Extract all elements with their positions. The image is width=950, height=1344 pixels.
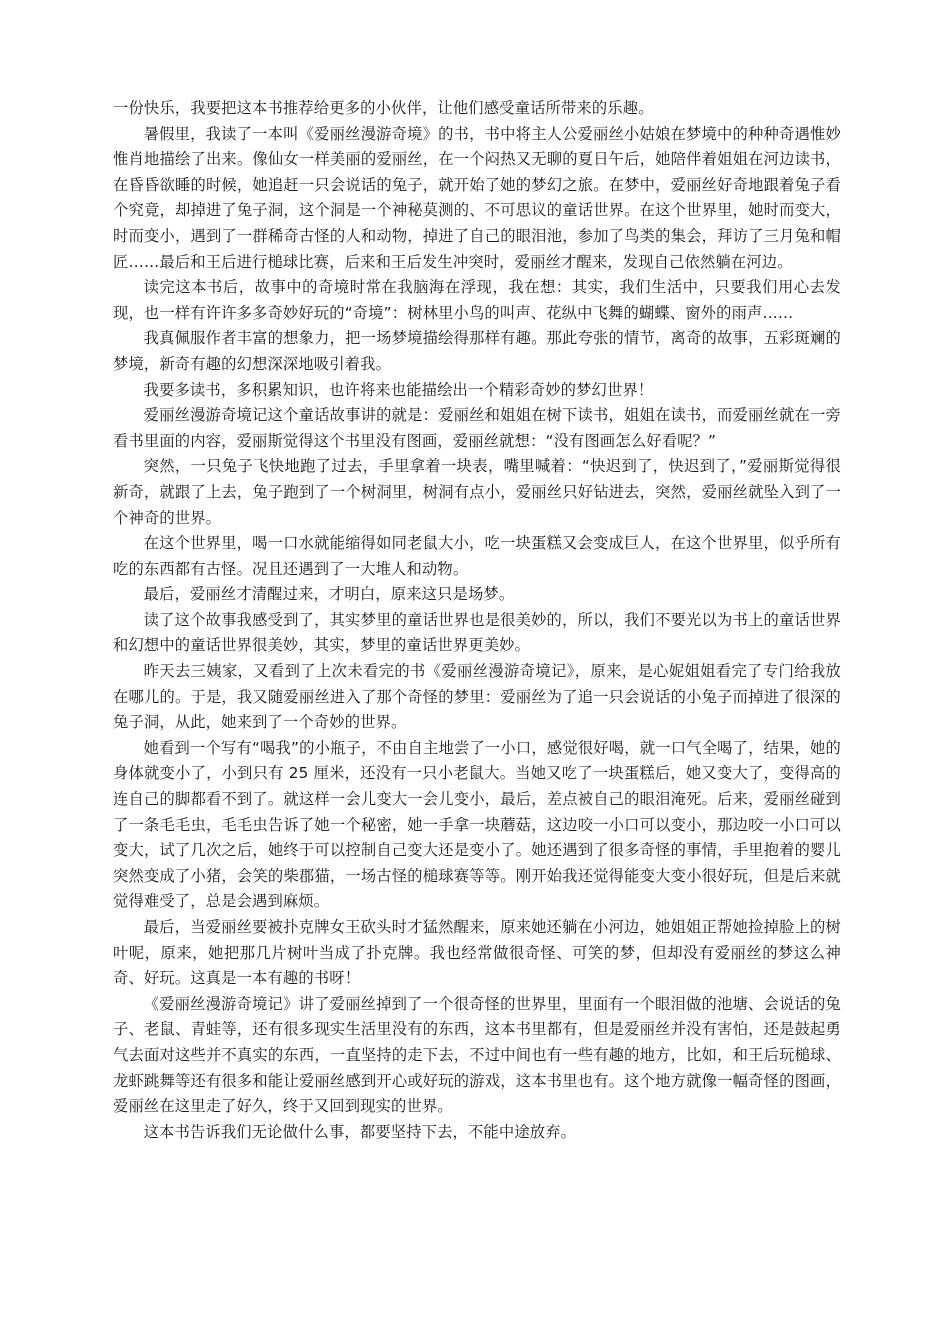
paragraph-1: 一份快乐，我要把这本书推荐给更多的小伙伴，让他们感受童话所带来的乐趣。 [113,99,654,117]
paragraph-12: 她看到一个写有“喝我”的小瓶子，不由自主地尝了一小口，感觉很好喝，就一口气全喝了，结果，她的身体就变小了，小到只有 25 厘米，还没有一只小老鼠大。当她又吃了一块蛋糕后，她又变大了，变得高的连自己的脚都看不到了。就这样一会儿变大一会儿变小，最后，差点被自己的眼泪淹死。后来，爱丽丝碰到了一条毛毛虫，毛毛虫告诉了她一个秘密，她一手拿一块蘑菇，这边咬一小口可以变小，那边咬一小口可以变大，试了几次之后，她终于可以控制自己变大还是变小了。她还遇到了很多奇怪的事情，手里抱着的婴儿突然变成了小猪，会笑的柴郡猫，一场古怪的槌球赛等等。刚开始我还觉得能变大变小很好玩，但是后来就觉得难受了，总是会遇到麻烦。 [113,738,841,911]
paragraph-11: 昨天去三姨家，又看到了上次未看完的书《爱丽丝漫游奇境记》，原来，是心妮姐姐看完了专门给我放在哪儿的。于是，我又随爱丽丝进入了那个奇怪的梦里：爱丽丝为了追一只会说话的小兔子而掉进了很深的兔子洞，从此，她来到了一个奇妙的世界。 [113,662,841,732]
paragraph-4: 我真佩服作者丰富的想象力，把一场梦境描绘得那样有趣。那此夸张的情节，离奇的故事，五彩斑斓的梦境，新奇有趣的幻想深深地吸引着我。 [113,329,841,373]
paragraph-9: 最后，爱丽丝才清醒过来，才明白，原来这只是场梦。 [143,585,515,604]
paragraph-6: 爱丽丝漫游奇境记这个童话故事讲的就是：爱丽丝和姐姐在树下读书，姐姐在读书，而爱丽丝就在一旁看书里面的内容，爱丽斯觉得这个书里没有图画，爱丽丝就想：“没有图画怎么好看呢？” [113,406,841,450]
document-page [113,96,841,1145]
paragraph-7: 突然，一只兔子飞快地跑了过去，手里拿着一块表，嘴里喊着：“快迟到了，快迟到了，”爱丽斯觉得很新奇，就跟了上去，兔子跑到了一个树洞里，树洞有点小，爱丽丝只好钻进去，突然，爱丽丝就坠入到了一个神奇的世界。 [113,457,841,527]
paragraph-2: 暑假里，我读了一本叫《爱丽丝漫游奇境》的书，书中将主人公爱丽丝小姑娘在梦境中的种种奇遇惟妙惟肖地描绘了出来。像仙女一样美丽的爱丽丝，在一个闷热又无聊的夏日午后，她陪伴着姐姐在河边读书，在昏昏欲睡的时候，她追赶一只会说话的兔子，就开始了她的梦幻之旅。在梦中，爱丽丝好奇地跟着兔子看个究竟，却掉进了兔子洞，这个洞是一个神秘莫测的、不可思议的童话世界。在这个世界里，她时而变大，时而变小，遇到了一群稀奇古怪的人和动物，掉进了自己的眼泪池，参加了鸟类的集会，拜访了三月兔和帽匠……最后和王后进行槌球比赛，后来和王后发生冲突时，爱丽丝才醒来，发现自己依然躺在河边。 [113,124,841,271]
paragraph-8: 在这个世界里，喝一口水就能缩得如同老鼠大小，吃一块蛋糕又会变成巨人，在这个世界里，似乎所有吃的东西都有古怪。况且还遇到了一大堆人和动物。 [113,534,841,578]
paragraph-14: 《爱丽丝漫游奇境记》讲了爱丽丝掉到了一个很奇怪的世界里，里面有一个眼泪做的池塘、会说话的兔子、老鼠、青蛙等，还有很多现实生活里没有的东西，这本书里都有，但是爱丽丝并没有害怕，还是鼓起勇气去面对这些并不真实的东西，一直坚持的走下去，不过中间也有一些有趣的地方，比如，和王后玩槌球、龙虾跳舞等还有很多和能让爱丽丝感到开心或好玩的游戏，这本书里也有。这个地方就像一幅奇怪的图画，爱丽丝在这里走了好久，终于又回到现实的世界。 [113,994,841,1116]
paragraph-10: 读了这个故事我感受到了，其实梦里的童话世界也是很美妙的，所以，我们不要光以为书上的童话世界和幻想中的童话世界很美妙，其实，梦里的童话世界更美妙。 [113,610,841,655]
paragraph-3: 读完这本书后，故事中的奇境时常在我脑海在浮现，我在想：其实，我们生活中，只要我们用心去发现，也一样有许许多多奇妙好玩的“奇境”：树林里小鸟的叫声、花纵中飞舞的蝴蝶、窗外的雨声…… [113,278,841,322]
paragraph-15: 这本书告诉我们无论做什么事，都要坚持下去，不能中途放弃。 [143,1122,577,1141]
paragraph-13: 最后，当爱丽丝要被扑克牌女王砍头时才猛然醒来，原来她还躺在小河边，她姐姐正帮她捡掉脸上的树叶呢，原来，她把那几片树叶当成了扑克牌。我也经常做很奇怪、可笑的梦，但却没有爱丽丝的梦这么神奇、好玩。这真是一本有趣的书呀！ [113,918,841,988]
paragraph-5: 我要多读书，多积累知识，也许将来也能描绘出一个精彩奇妙的梦幻世界！ [143,380,654,399]
